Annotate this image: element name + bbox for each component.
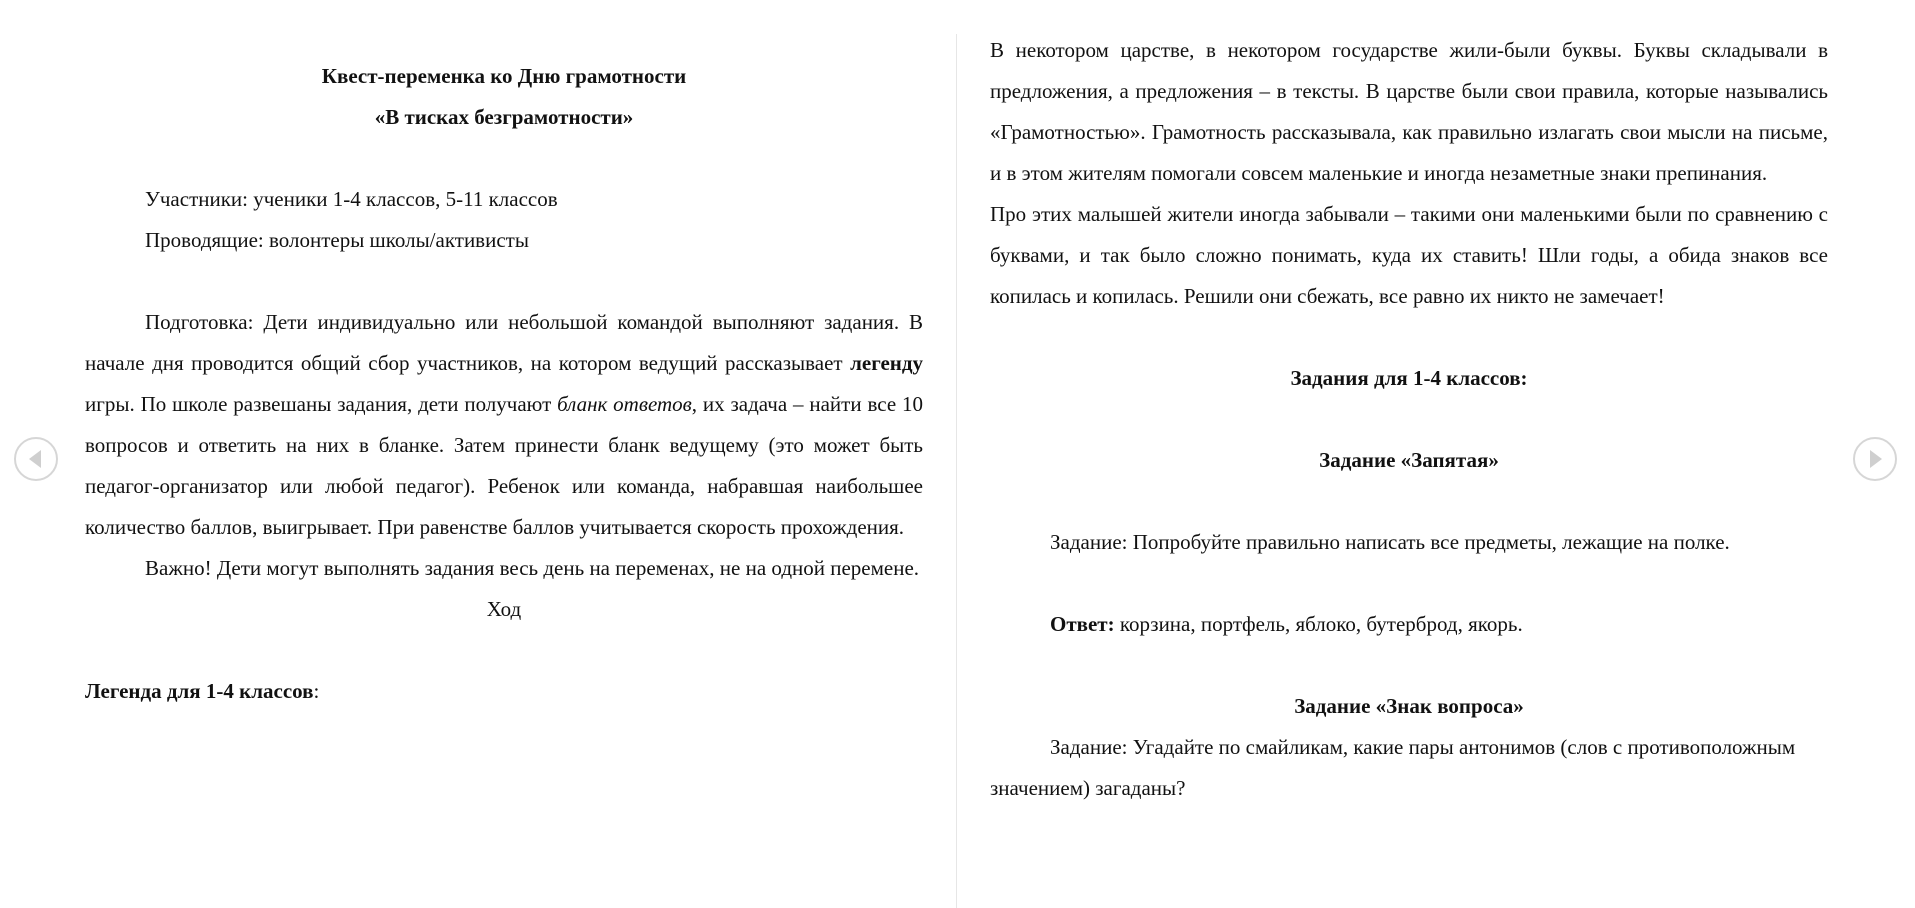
next-page-button[interactable] (1853, 437, 1897, 481)
task-question-text: Задание: Угадайте по смайликам, какие пары антонимов (слов с противоположным значением) загаданы? (990, 735, 1796, 800)
previous-page-button[interactable] (14, 437, 58, 481)
preparation-text: , их задача – найти все 10 вопросов и ответить на них в бланке. Затем принести бланк ведущему (это может быть педагог-организатор или любой педагог). Ребенок или команда, набравшая наибольшее количество баллов, выигрывает. При равенстве баллов учитывается скорость прохождения. (85, 392, 923, 539)
spacer (990, 645, 1828, 686)
triangle-left-icon (16, 439, 56, 479)
spacer (990, 481, 1828, 522)
preparation-paragraph (85, 302, 923, 548)
preparation-text: игры. По школе развешаны задания, дети получают (85, 392, 558, 416)
answer-label: Ответ: (1050, 612, 1115, 636)
task-question-title: Задание «Знак вопроса» (1294, 694, 1524, 718)
hosts-line: Проводящие: волонтеры школы/активисты (145, 228, 529, 252)
document-subtitle: «В тисках безграмотности» (374, 105, 634, 129)
participants-line: Участники: ученики 1-4 классов, 5-11 классов (145, 187, 558, 211)
page-divider (956, 34, 957, 908)
answer-sheet-emphasis: бланк ответов (557, 392, 692, 416)
spacer (990, 399, 1828, 440)
spacer (85, 138, 923, 179)
preparation-text: Подготовка: Дети индивидуально или небольшой командой выполняют задания. В начале дня проводится общий сбор участников, на котором ведущий рассказывает (85, 310, 923, 375)
spacer (990, 563, 1828, 604)
legend-heading (85, 671, 923, 712)
document-title: Квест-переменка ко Дню грамотности (321, 64, 687, 88)
story-paragraph-1: В некотором царстве, в некотором государстве жили-были буквы. Буквы складывали в предложения, а предложения – в тексты. В царстве были свои правила, которые назывались «Грамотностью». Грамотность рассказывала, как правильно излагать свои мысли на письме, и в этом жителям помогали совсем маленькие и иногда незаметные знаки препинания. (990, 38, 1828, 185)
legend-heading-colon: : (313, 679, 320, 703)
spacer (85, 261, 923, 302)
legend-heading-text: Легенда для 1-4 классов (85, 679, 314, 703)
spacer (85, 630, 923, 671)
legend-emphasis: легенду (850, 351, 923, 375)
triangle-right-icon (1855, 439, 1895, 479)
right-page (990, 0, 1828, 908)
spacer (990, 317, 1828, 358)
tasks-heading: Задания для 1-4 классов: (1290, 366, 1528, 390)
task-comma-text: Задание: Попробуйте правильно написать все предметы, лежащие на полке. (1050, 530, 1730, 554)
task-comma-answer (990, 604, 1828, 645)
left-page (85, 0, 923, 908)
section-heading-hod: Ход (486, 597, 522, 621)
important-paragraph: Важно! Дети могут выполнять задания весь день на переменах, не на одной перемене. (145, 556, 920, 580)
task-comma-title: Задание «Запятая» (1319, 448, 1499, 472)
story-paragraph-2: Про этих малышей жители иногда забывали – такими они маленькими были по сравнению с буквами, и так было сложно понимать, куда их ставить! Шли годы, а обида знаков все копилась и копилась. Решили они сбежать, все равно их никто не замечает! (990, 202, 1828, 308)
answer-text: корзина, портфель, яблоко, бутерброд, якорь. (1114, 612, 1523, 636)
